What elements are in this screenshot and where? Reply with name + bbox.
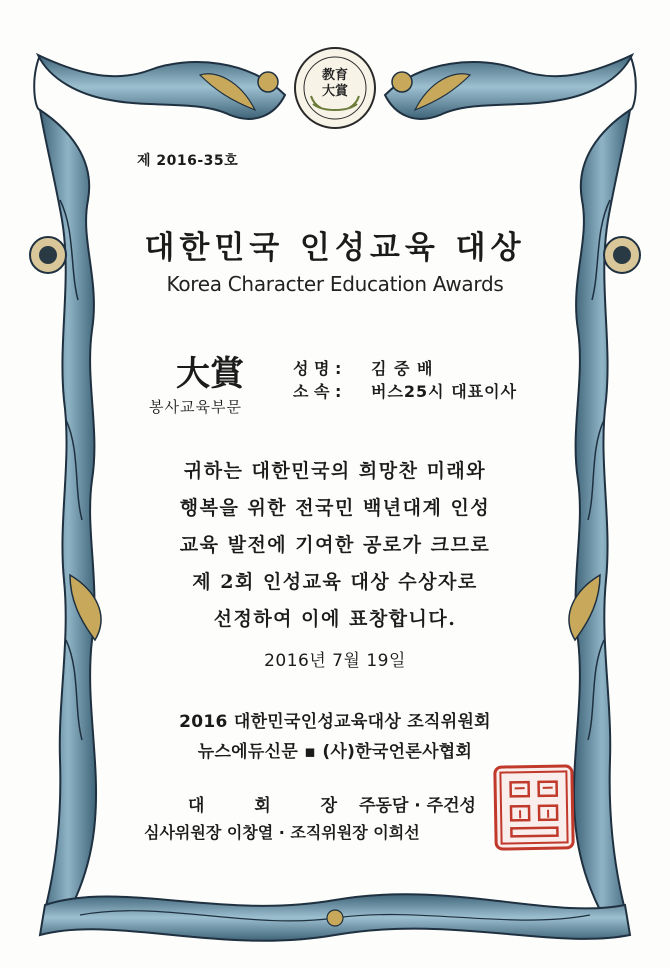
citation-line: 제 2회 인성교육 대상 수상자로 <box>192 571 478 593</box>
seal-text <box>293 68 377 100</box>
seal-stamp-icon <box>496 767 571 847</box>
bottom-ribbon <box>40 894 630 941</box>
recipient-name-label: 성 명 : <box>293 359 342 378</box>
judges-line: 심사위원장 이창열 · 조직위원장 이희선 <box>144 823 420 842</box>
award-division: 봉사교육부문 <box>149 398 242 416</box>
sponsor-organizations: 뉴스에듀신문 ▪ (사)한국언론사협회 <box>197 742 473 762</box>
certificate-title-english: Korea Character Education Awards <box>166 272 504 296</box>
recipient-name-value: 김 중 배 <box>371 359 434 378</box>
citation-line: 교육 발전에 기여한 공로가 크므로 <box>179 534 491 556</box>
award-seal <box>293 46 377 130</box>
chairman-title: 대 회 장 <box>188 796 360 816</box>
left-phoenix <box>34 55 285 119</box>
citation-line: 귀하는 대한민국의 희망찬 미래와 <box>183 460 487 482</box>
chairman-names: 주동담 · 주건성 <box>359 796 476 816</box>
seal-emblem-text: 教育 大賞 <box>321 68 348 99</box>
recipient-affiliation-value: 버스25시 대표이사 <box>371 382 518 401</box>
citation-line: 행복을 위한 전국민 백년대계 인성 <box>179 497 491 519</box>
certificate-title: 대한민국 인성교육 대상 <box>144 230 526 266</box>
award-date: 2016년 7월 19일 <box>264 651 406 671</box>
recipient-affiliation-row <box>293 379 517 402</box>
right-phoenix <box>385 55 636 119</box>
official-stamp <box>493 764 574 850</box>
award-name: 大賞 <box>176 354 244 394</box>
organizing-committee: 2016 대한민국인성교육대상 조직위원회 <box>179 712 491 732</box>
recipient-affiliation-label: 소 속 : <box>293 382 342 401</box>
certificate-number: 제 2016-35호 <box>137 153 239 169</box>
citation-text <box>120 453 550 638</box>
chairman-line <box>188 791 476 816</box>
recipient-name-row <box>293 356 434 379</box>
citation-line: 선정하여 이에 표창합니다. <box>213 608 457 630</box>
